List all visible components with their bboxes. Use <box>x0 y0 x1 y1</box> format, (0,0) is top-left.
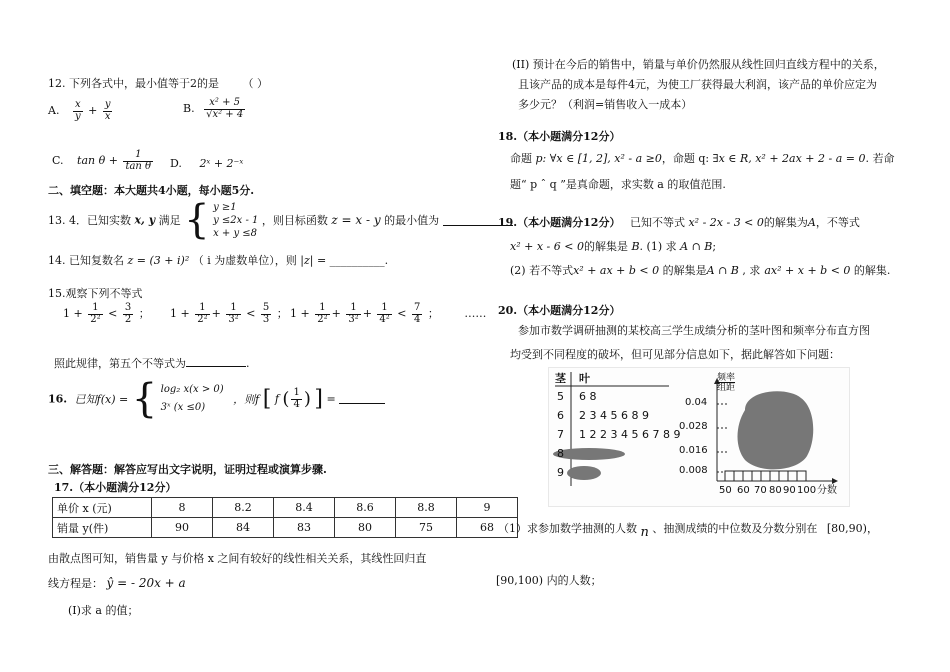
q12-option-a <box>48 100 114 122</box>
q20-line2: 均受到不同程度的破坏，但可见部分信息如下，据此解答如下问题： <box>510 348 840 361</box>
q14 <box>48 252 388 268</box>
q15-ineq-2: 1 + $\frac{1}{\text{2²}}$ + $\frac{1}{\text{3²}}$ < $\frac{5}{3}$ ； <box>170 302 288 325</box>
table-cell: 8 <box>152 498 213 518</box>
damage-blot-9 <box>567 466 601 480</box>
q16: 16. 已知f(x) = { log₂ x(x > 0) 3ˣ (x ≤0) ，则f [ f ( $\frac{1}{4}$ ) ] = <box>48 379 385 419</box>
q20-part1-line1: （1）求参加数学抽测的人数 n 、抽测成绩的中位数及分数分别在 [80,90)， <box>498 522 878 540</box>
hist-ytick: 0.028 <box>679 421 708 432</box>
hist-ytick: 0.008 <box>679 465 708 476</box>
q12-option-d <box>170 157 243 170</box>
q20-interval-2: [90,100) <box>496 574 544 587</box>
q15-answer-blank[interactable] <box>186 356 246 367</box>
q20-part1-line2: [90,100) 内的人数； <box>496 574 602 587</box>
q20-figure <box>548 367 850 507</box>
table-cell: 83 <box>274 518 335 538</box>
stem-value: 9 <box>557 466 564 479</box>
q16-text: 已知f(x) = <box>74 393 129 406</box>
q13-label: 13. 4．已知实数 <box>48 214 131 227</box>
leaf-header: 叶 <box>579 372 590 385</box>
q14-tail: __________. <box>329 254 389 267</box>
q17-equation: ŷ = - 20x + a <box>106 576 186 590</box>
section2-heading: 二、填空题：本大题共4小题，每小题5分. <box>48 184 255 197</box>
q13-c2: y ≤2x - 1 <box>213 214 259 226</box>
hist-xlabel: 分数 <box>817 485 837 496</box>
q12-paren: （ ） <box>242 77 268 90</box>
q20-n: n <box>640 525 649 540</box>
hist-xtick: 60 <box>737 485 750 496</box>
q19-line3: (2) 若不等式x² + ax + b < 0 的解集是A ∩ B , 求 ax² + x + b < 0 的解集. <box>510 264 891 277</box>
q18-prop-p: p: ∀x ∈ [1, 2], x² - a ≥0 <box>535 152 662 165</box>
q18-line2: 题“ p ˆ q ”是真命题，求实数 a 的取值范围. <box>510 178 726 191</box>
q15-ineq-1: 1 + $\frac{1}{\text{2²}}$ < $\frac{3}{2}$ ； <box>63 302 150 325</box>
opt-a-label: A. <box>48 104 60 117</box>
stem-value: 7 <box>557 428 564 441</box>
q17-part2-line3: 多少元？（利润=销售收入一成本） <box>518 98 693 111</box>
q13-vars: x, y <box>134 213 156 227</box>
opt-c-text: tan θ + <box>77 154 118 167</box>
table-cell: 9 <box>457 498 518 518</box>
q18-prop-q: ∃x ∈ R, x² + 2ax + 2 - a = 0 <box>712 152 866 165</box>
leaf-values: 1 2 2 3 4 5 6 7 8 9 <box>579 428 681 441</box>
q16-pieces: log₂ x(x > 0) 3ˣ (x ≤0) <box>160 384 224 413</box>
opt-c-frac: $\frac{1}{\text{tan θ}}$ <box>125 149 152 172</box>
hist-xtick: 50 <box>719 485 732 496</box>
hist-xtick: 80 <box>769 485 782 496</box>
q17-part1: (I)求 a 的值； <box>68 604 139 617</box>
hist-xtick: 100 <box>797 485 817 496</box>
table-cell: 80 <box>335 518 396 538</box>
q15-label: 15.观察下列不等式 <box>48 287 143 300</box>
q13-z: z = x - y <box>331 213 381 227</box>
q14-note: （ i 为虚数单位），则 <box>192 254 297 267</box>
section3-heading: 三、解答题：解答应写出文字说明，证明过程或演算步骤. <box>48 463 327 476</box>
q19-line2: x² + x - 6 < 0的解集是 B. (1) 求 A ∩ B; <box>510 240 717 253</box>
opt-d-expr: 2ˣ + 2⁻ˣ <box>199 157 244 170</box>
q13 <box>48 197 513 243</box>
opt-b-label: B. <box>183 102 195 115</box>
q20-interval-1: [80,90) <box>826 522 867 535</box>
q16-answer-blank[interactable] <box>339 395 385 404</box>
q13-tail: 的最小值为 <box>384 214 440 227</box>
table-cell: 8.4 <box>274 498 335 518</box>
q13-c3: x + y ≤8 <box>213 227 258 239</box>
q17-part2-line2: 且该产品的成本是每件4元，为使工厂获得最大利润，该产品的单价应定为 <box>518 78 877 91</box>
table-cell: 8.2 <box>213 498 274 518</box>
table-cell: 单价 x (元) <box>53 498 152 518</box>
opt-b-frac: $\frac{\text{x² + 5}}{\text{√x² + 4}}$ <box>206 97 244 120</box>
hist-ytick: 0.04 <box>685 397 708 408</box>
stem-value: 5 <box>557 390 564 403</box>
q19-label: 19.（本小题满分12分） <box>498 216 621 229</box>
q12-stem <box>48 75 268 91</box>
q14-abs: |z| = <box>300 254 327 267</box>
q16-label: 16. <box>48 392 68 406</box>
q17-label: 17.（本小题满分12分） <box>54 481 177 494</box>
q17-desc-1: 由散点图可知，销售量 y 与价格 x 之间有较好的线性相关关系，其线性回归直 <box>48 552 427 565</box>
hist-ylabel-bottom: 组距 <box>717 383 736 393</box>
opt-a-frac2: $\frac{y}{x}$ <box>104 99 111 122</box>
leaf-values: 6 8 <box>579 390 597 403</box>
opt-d-label: D. <box>170 157 182 170</box>
q17-desc-2: 线方程是： ŷ = - 20x + a <box>48 576 186 590</box>
q13-brace: { <box>184 197 210 243</box>
hist-xtick: 70 <box>754 485 767 496</box>
table-cell: 8.6 <box>335 498 396 518</box>
q15-rule: 照此规律，第五个不等式为 . <box>54 357 250 370</box>
table-cell: 68 <box>457 518 518 538</box>
damage-blot-histogram <box>738 391 814 469</box>
opt-a-plus: + <box>88 104 98 117</box>
leaf-values: 2 3 4 5 6 8 9 <box>579 409 649 422</box>
q18-label: 18.（本小题满分12分） <box>498 130 621 143</box>
q20-line1: 参加市数学调研抽测的某校高三学生成绩分析的茎叶图和频率分布直方图 <box>518 324 870 337</box>
q20-label: 20.（本小题满分12分） <box>498 304 621 317</box>
q13-c1: y ≥1 <box>213 201 237 213</box>
opt-c-label: C. <box>52 154 64 167</box>
q12-option-c <box>52 150 155 172</box>
q16-then: ，则f <box>233 393 260 406</box>
table-cell: 90 <box>152 518 213 538</box>
q12-label: 12. 下列各式中，最小值等于2的是 <box>48 77 219 90</box>
q19-line1: 19.（本小题满分12分） 已知不等式 x² - 2x - 3 < 0的解集为A，不等式 <box>498 216 860 229</box>
table-cell: 8.8 <box>396 498 457 518</box>
opt-a-frac1: $\frac{x}{y}$ <box>74 99 81 122</box>
stem-header: 茎 <box>555 372 566 385</box>
q15-ineq-3: 1 + $\frac{1}{\text{2²}}$ + $\frac{1}{\text{3²}}$ + $\frac{1}{\text{4²}}$ < $\frac{7}{4}$ ； …… <box>290 302 487 325</box>
hist-ylabel-top: 频率 <box>717 373 736 383</box>
q18-line1: 命题 p: ∀x ∈ [1, 2], x² - a ≥0，命题 q: ∃x ∈ R, x² + 2ax + 2 - a = 0. 若命 <box>510 152 895 165</box>
table-cell: 销量 y(件) <box>53 518 152 538</box>
table-cell: 84 <box>213 518 274 538</box>
q12-option-b <box>183 98 247 120</box>
q16-brace: { <box>131 376 158 422</box>
table-row <box>53 518 518 538</box>
table-cell: 75 <box>396 518 457 538</box>
hist-ytick: 0.016 <box>679 445 708 456</box>
stem-value: 6 <box>557 409 564 422</box>
q13-obj: ，则目标函数 <box>261 214 328 227</box>
stem-value: 8 <box>557 447 564 460</box>
q13-satisfy: 满足 <box>158 214 181 227</box>
q14-expr: z = (3 + i)² <box>127 254 190 267</box>
hist-xtick: 90 <box>783 485 796 496</box>
q14-label: 14. 已知复数名 <box>48 254 124 267</box>
q13-constraints <box>213 201 258 240</box>
q17-table <box>52 497 518 538</box>
table-row <box>53 498 518 518</box>
q17-part2-line1: (II) 预计在今后的销售中，销量与单价仍然服从线性回归直线方程中的关系， <box>512 58 885 71</box>
